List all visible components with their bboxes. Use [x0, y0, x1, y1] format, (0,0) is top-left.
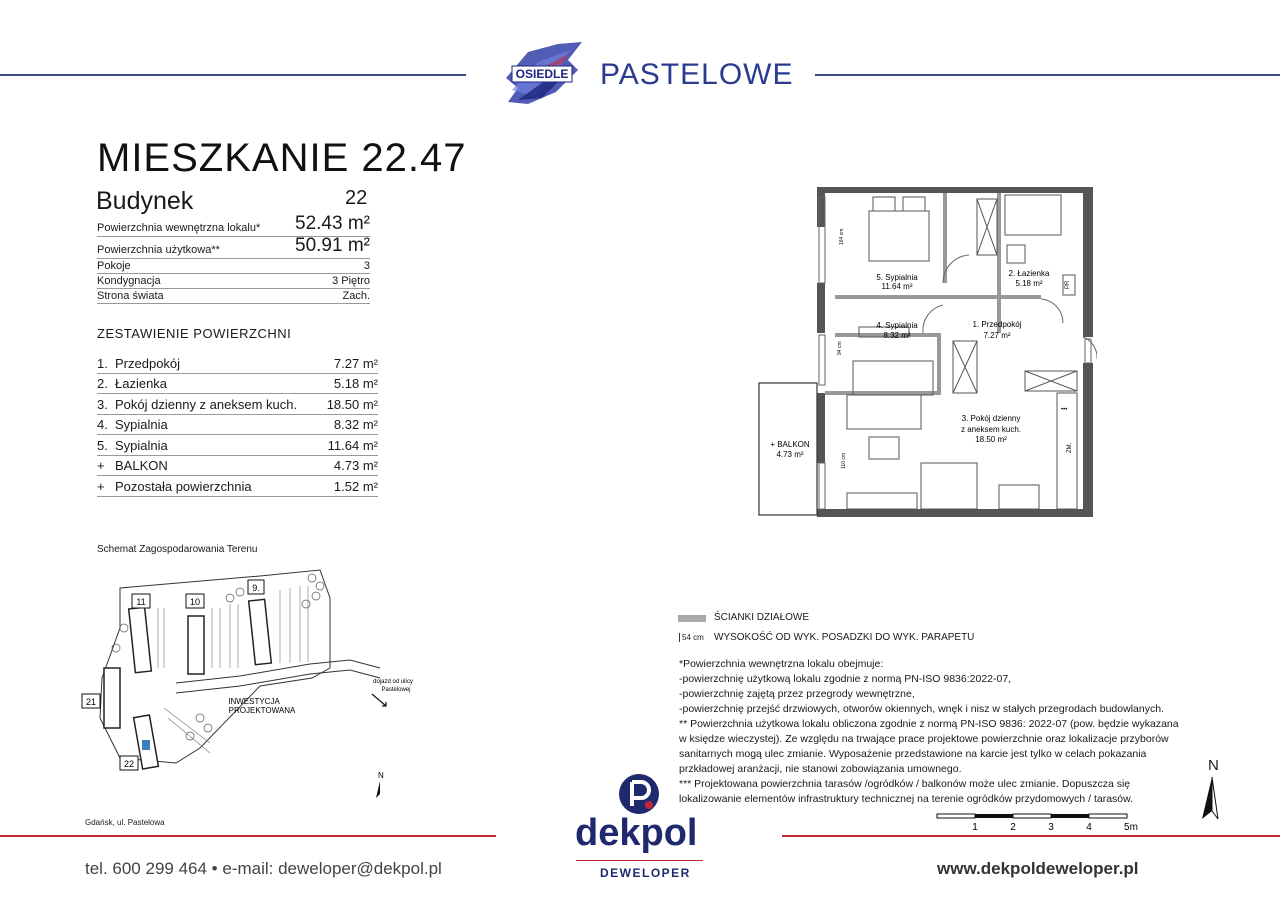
site-investment-1: INWESTYCJA [228, 697, 280, 706]
plan-room-3-name: 3. Pokój dzienny [961, 414, 1021, 423]
scale-tick: 1 [972, 822, 978, 833]
summary-num: 4. [97, 417, 108, 432]
note-line: -powierzchnię zajętą przez przegrody wewnętrzne, [679, 688, 915, 700]
plan-room-3-area: 18.50 m² [975, 435, 1007, 444]
contact-info: tel. 600 299 464 • e-mail: deweloper@dekpol.pl [85, 859, 442, 878]
info-value: Zach. [342, 290, 370, 302]
plan-balcony-area: 4.73 m² [776, 450, 804, 459]
plan-room-4-name: 4. Sypialnia [876, 321, 918, 330]
summary-label: BALKON [115, 458, 168, 473]
page-title: MIESZKANIE 22.47 [97, 136, 467, 180]
note-line: lokalizowanie elementów infrastruktury technicznej na terenie ogródków przydomowych / tarasów. [679, 793, 1134, 805]
note-line: przkładowej aranżacji, nie stanowi zobowiązania umownego. [679, 763, 962, 775]
summary-label: Przedpokój [115, 356, 181, 371]
site-building-21: 21 [85, 697, 97, 707]
summary-row [97, 456, 378, 476]
info-label: Powierzchnia wewnętrzna lokalu* [97, 222, 261, 234]
note-line: *Powierzchnia wewnętrzna lokalu obejmuje: [679, 658, 884, 670]
summary-num: + [97, 479, 105, 494]
note-line: sanitarnych mogą ulec zmianie. Wyposażenie przedstawione na karcie jest tylko w celach pokazania [679, 748, 1147, 760]
info-value: 3 [363, 260, 370, 272]
info-row-rooms [97, 258, 370, 274]
north-label: N [1208, 757, 1219, 774]
access-arrow-icon [372, 694, 386, 706]
legend-height-label: WYSOKOŚĆ OD WYK. POSADZKI DO WYK. PARAPETU [714, 632, 975, 643]
dekpol-logo-icon [617, 772, 661, 816]
summary-value: 8.32 m² [333, 417, 378, 432]
website-link[interactable]: www.dekpoldeweloper.pl [937, 859, 1139, 878]
header-line-right [815, 74, 1280, 76]
summary-label: Sypialnia [115, 417, 168, 432]
info-label: Powierzchnia użytkowa** [97, 244, 220, 256]
summary-value: 7.27 m² [333, 356, 378, 371]
info-row-orientation [97, 288, 370, 304]
info-row-usable-area [97, 236, 370, 259]
plan-zm: ZM. [1067, 442, 1073, 453]
note-line: *** Projektowana powierzchnia tarasów /ogródków / balkonów może ulec zmianie. Dopuszcza się [679, 778, 1131, 790]
summary-value: 5.18 m² [333, 376, 378, 391]
scale-tick: 3 [1048, 822, 1054, 833]
summary-num: + [97, 458, 105, 473]
scale-bar [935, 812, 1145, 834]
site-plan [80, 568, 420, 813]
plan-room-2-name: 2. Łazienka [1008, 269, 1050, 278]
site-access-2: Pastelowej [381, 687, 411, 693]
summary-row [97, 395, 378, 415]
site-building-10: 10 [189, 597, 201, 607]
dekpol-brand: dekpol [575, 812, 698, 854]
footer-line-right [782, 835, 1280, 837]
plan-room-1-name: 1. Przedpokój [972, 320, 1022, 329]
note-line: w księdze wieczystej). Ze względu na trwające prace projektowe powierzchnie oraz lokalizacje przyborów [679, 733, 1169, 745]
legend-walls-swatch [678, 615, 706, 622]
plan-room-4-area: 8.32 m² [883, 331, 911, 340]
note-line: -powierzchnię przejść drzwiowych, otworów okiennych, wnęk i nisz w stałych przegrodach budowlanych. [679, 703, 1164, 715]
info-label: Kondygnacja [97, 275, 161, 287]
notes-block [679, 657, 1199, 807]
summary-value: 11.64 m² [327, 438, 378, 453]
site-access-1: dojazd od ulicy [373, 679, 413, 685]
summary-value: 18.50 m² [326, 397, 378, 412]
summary-label: Pozostała powierzchnia [115, 479, 252, 494]
site-north: N [378, 771, 384, 780]
plan-room-1-area: 7.27 m² [983, 331, 1011, 340]
note-line: ** Powierzchnia użytkowa lokalu obliczona zgodnie z normą PN-ISO 9836: 2022-07 (pow. będzie wykazana [679, 718, 1179, 730]
summary-num: 2. [97, 376, 108, 391]
plan-sill-1: 164 cm [839, 228, 845, 245]
info-label: Pokoje [97, 260, 131, 272]
summary-label: Sypialnia [115, 438, 168, 453]
dekpol-divider [576, 860, 703, 861]
plan-dots: ••• [1061, 407, 1068, 413]
summary-row [97, 477, 378, 497]
info-value: 3 Piętro [332, 275, 370, 287]
plan-room-5-area: 11.64 m² [881, 282, 913, 291]
summary-label: Łazienka [115, 376, 168, 391]
scale-tick: 2 [1010, 822, 1016, 833]
info-value: 50.91 m² [295, 235, 370, 256]
north-arrow-icon [1200, 775, 1220, 823]
dekpol-sub: DEWELOPER [600, 866, 691, 880]
osiedle-logo [498, 40, 586, 110]
info-row-floor [97, 273, 370, 289]
footer-line-left [0, 835, 496, 837]
site-building-11: 11 [136, 597, 146, 607]
plan-pr: PR [1065, 280, 1071, 289]
brand-name: PASTELOWE [600, 58, 794, 91]
site-building-22: 22 [123, 759, 135, 769]
summary-num: 1. [97, 356, 108, 371]
logo-text: OSIEDLE [515, 67, 569, 81]
info-label: Strona świata [97, 290, 164, 302]
plan-balcony-name: + BALKON [770, 440, 810, 449]
building-value: 22 [345, 187, 368, 209]
summary-row [97, 436, 378, 456]
summary-row [97, 354, 378, 374]
site-plan-label: Schemat Zagospodarowania Terenu [97, 544, 258, 555]
floor-plan [757, 183, 1097, 523]
summary-heading: ZESTAWIENIE POWIERZCHNI [97, 326, 292, 341]
header-line-left [0, 74, 466, 76]
site-building-9: 9. [252, 583, 260, 593]
city-address: Gdańsk, ul. Pastelowa [85, 818, 165, 827]
plan-room-5-name: 5. Sypialnia [876, 273, 918, 282]
plan-room-3-name2: z aneksem kuch. [960, 425, 1022, 434]
info-row-internal-area [97, 214, 370, 237]
summary-row [97, 415, 378, 435]
summary-value: 1.52 m² [333, 479, 378, 494]
plan-sill-2: 94 cm [837, 341, 843, 355]
north-arrow-icon [376, 781, 380, 798]
summary-num: 5. [97, 438, 108, 453]
building-label: Budynek [96, 187, 194, 215]
summary-label: Pokój dzienny z aneksem kuch. [115, 397, 298, 412]
plan-sill-3: 110 cm [841, 452, 847, 469]
summary-num: 3. [97, 397, 108, 412]
plan-room-2-area: 5.18 m² [1015, 279, 1043, 288]
scale-tick: 5m [1124, 822, 1138, 833]
summary-value: 4.73 m² [333, 458, 378, 473]
scale-tick: 4 [1086, 822, 1092, 833]
summary-row [97, 374, 378, 394]
site-investment-2: PROJEKTOWANA [228, 706, 296, 715]
info-value: 52.43 m² [295, 213, 370, 234]
legend-walls-label: ŚCIANKI DZIAŁOWE [714, 612, 810, 623]
legend-height-symbol: 54 cm [679, 633, 704, 642]
note-line: -powierzchnię użytkową lokalu zgodnie z normą PN-ISO 9836:2022-07, [679, 673, 1012, 685]
